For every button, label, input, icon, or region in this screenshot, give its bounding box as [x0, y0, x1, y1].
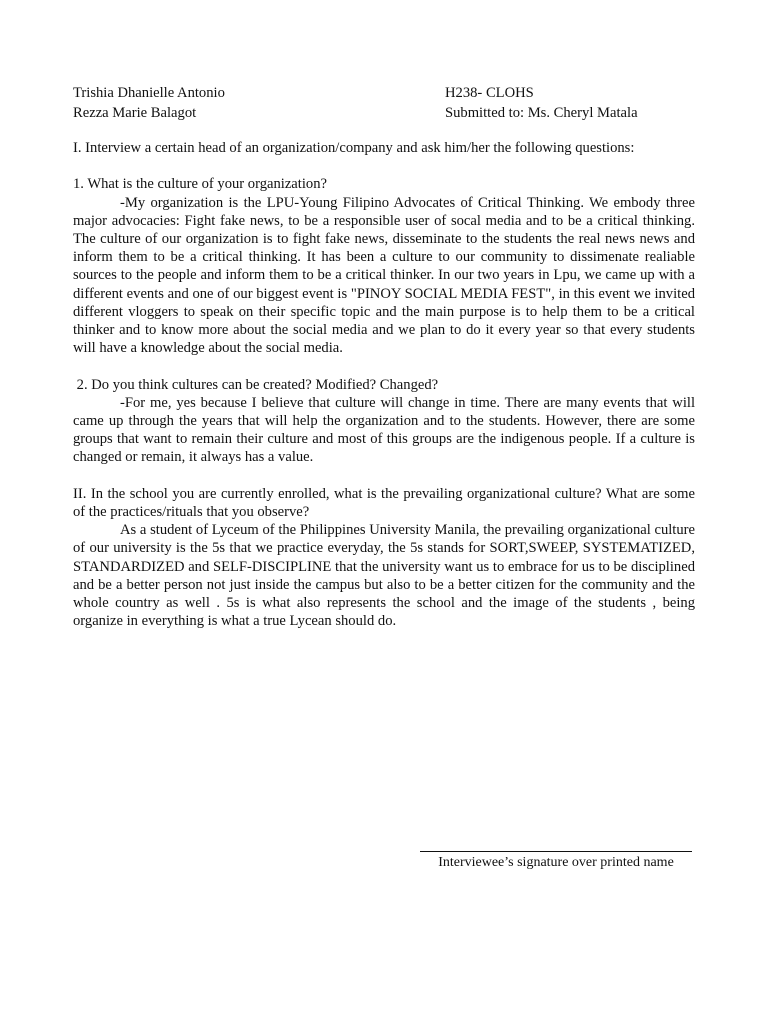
document-body: [73, 139, 695, 630]
part2-question: II. In the school you are currently enrolled, what is the prevailing organizational culture? What are some of the practices/rituals that you observe?: [73, 485, 695, 521]
part1-instruction: I. Interview a certain head of an organization/company and ask him/her the following questions:: [73, 140, 635, 156]
answer-2: -For me, yes because I believe that culture will change in time. There are many events that will came up through the years that will help the organization and to the students. However, there are some groups that want to remain their culture and most of this groups are the indigenous people. If a culture is changed or remain, it always has a value.: [73, 394, 695, 466]
part2-answer: As a student of Lyceum of the Philippines University Manila, the prevailing organizational culture of our university is the 5s that we practice everyday, the 5s stands for SORT,SWEEP, SYSTEMATIZED, STANDARDIZED and SELF-DISCIPLINE that the university want us to embrace for us to be disciplined and be a better person not just inside the campus but also to be a better citizen for the community and the whole country as well . 5s is what also represents the school and the image of the students , being organize in everything is what a true Lycean should do.: [73, 522, 695, 630]
student-names: [73, 83, 225, 123]
signature-line: [420, 851, 692, 871]
answer-1: -My organization is the LPU-Young Filipino Advocates of Critical Thinking. We embody three major advocacies: Fight fake news, to be a responsible user of socal media and to be a critical thinking. The culture of our organization is to fight fake news, disseminate to the students the real news news and inform them to be a critical thinking. It has been a culture to our community to dissimenate realiable sources to the people and inform them to be a critical thinker. In our two years in Lpu, we came up with a different events and one of our biggest event is "PINOY SOCIAL MEDIA FEST", in this event we invited different vloggers to speak on their specific topic and the main purpose is to help them to be a critical thinker and to know more about the social media and we plan to do it every year so that every students will have a knowledge about the social media.: [73, 194, 695, 357]
submission-info: [445, 83, 638, 123]
signature-label: Interviewee’s signature over printed name: [438, 855, 674, 870]
student-name-2: Rezza Marie Balagot: [73, 105, 197, 121]
question-2: 2. Do you think cultures can be created? Modified? Changed?: [73, 376, 439, 393]
section-code: H238- CLOHS: [445, 85, 534, 101]
question-1: 1. What is the culture of your organization?: [73, 176, 327, 193]
submitted-to: Submitted to: Ms. Cheryl Matala: [445, 105, 638, 121]
student-name-1: Trishia Dhanielle Antonio: [73, 85, 225, 101]
